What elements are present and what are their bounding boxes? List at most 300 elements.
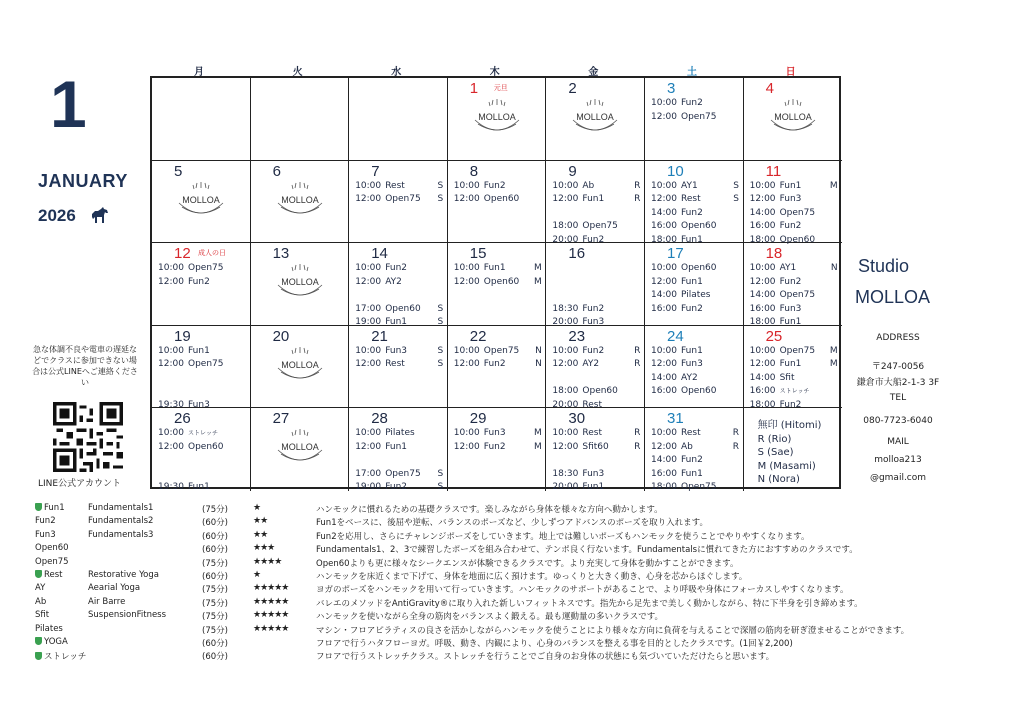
day-number: 31 (667, 410, 684, 428)
class-time: 19:00 (355, 317, 382, 328)
legend-difficulty-stars: ★★★★★ (253, 596, 289, 607)
day-cell-10[interactable] (645, 161, 744, 244)
logo-text: MOLLOA (280, 359, 319, 370)
class-time: 20:00 (552, 399, 579, 410)
logo-text: MOLLOA (773, 112, 812, 122)
class-entry[interactable] (750, 346, 838, 357)
day-number: 17 (667, 245, 684, 263)
class-entry[interactable] (355, 263, 443, 274)
class-entry[interactable] (552, 194, 640, 205)
day-number: 27 (272, 410, 290, 428)
legend-row (35, 597, 1005, 610)
class-entry[interactable] (158, 442, 246, 453)
class-time: 19:30 (158, 399, 184, 410)
class-name: Open75 (779, 345, 816, 356)
class-name: Open75 (681, 111, 717, 122)
class-entry[interactable] (454, 181, 542, 192)
class-time: 10:00 (552, 428, 579, 439)
class-entry[interactable] (158, 482, 246, 493)
class-name: Pilates (385, 428, 415, 439)
instructor-code: R (634, 194, 641, 205)
legend-duration: (60分) (202, 639, 228, 649)
day-cell-1[interactable] (448, 78, 547, 161)
day-cell-12[interactable] (152, 243, 251, 326)
class-name: Pilates (681, 290, 711, 301)
day-cell-25[interactable] (744, 326, 843, 409)
class-entry[interactable] (454, 346, 542, 357)
legend-class-code (35, 557, 69, 567)
class-name: AY1 (779, 263, 797, 274)
horse-icon (89, 205, 111, 225)
legend-code-text: Fun3 (35, 529, 56, 540)
legend-class-code (35, 530, 56, 540)
instructor-key: S (Sae) (757, 447, 794, 459)
class-entry[interactable] (651, 442, 739, 453)
class-entry[interactable] (750, 359, 838, 370)
empty-day-cell (251, 78, 350, 161)
legend-class-code (35, 543, 69, 553)
legend-duration: (60分) (202, 518, 228, 529)
class-entry[interactable] (552, 221, 640, 232)
day-number: 29 (469, 410, 487, 428)
day-number: 21 (371, 327, 388, 345)
class-name: Open60 (188, 441, 224, 452)
class-entry[interactable] (454, 263, 542, 274)
legend-duration: (60分) (202, 531, 228, 542)
postal-code: 〒247-0056 (871, 362, 925, 372)
day-number: 30 (568, 410, 586, 428)
class-time: 10:00 (552, 180, 579, 191)
day-cell-6[interactable] (251, 161, 350, 244)
instructor-key: 無印 (Hitomi) (757, 420, 822, 432)
legend-difficulty-stars: ★★★★★ (253, 583, 289, 594)
class-name: Fun2 (582, 234, 605, 245)
class-entry[interactable] (355, 428, 443, 439)
class-name: Open60 (385, 303, 421, 314)
class-time: 12:00 (355, 194, 382, 205)
day-cell-15[interactable] (448, 243, 547, 326)
logo-text: MOLLOA (280, 277, 319, 288)
class-time: 12:00 (651, 276, 677, 287)
legend-class-code (35, 570, 63, 580)
instructor-code: S (437, 194, 444, 205)
day-cell-16[interactable] (546, 243, 645, 326)
mail-user[interactable]: molloa213 (874, 455, 922, 465)
class-entry[interactable] (552, 181, 640, 192)
class-entry[interactable] (454, 277, 542, 288)
day-cell-30[interactable] (546, 408, 645, 491)
class-name: Fun1 (681, 276, 703, 287)
legend-description: ハンモックを使いながら全身の筋肉をバランスよく鍛える。最も運動量の多いクラスです。 (316, 612, 664, 623)
legend-duration: (75分) (202, 505, 228, 515)
class-time: 18:00 (749, 399, 776, 410)
day-cell-4[interactable] (744, 78, 843, 161)
day-cell-11[interactable] (744, 161, 843, 244)
class-entry[interactable] (552, 442, 640, 453)
class-name: Open60 (582, 386, 618, 397)
day-number: 15 (469, 245, 487, 263)
day-cell-7[interactable] (349, 161, 448, 244)
class-name: Ab (681, 441, 693, 452)
class-entry[interactable] (750, 386, 838, 397)
line-account-label: LINE公式アカウント (38, 479, 121, 489)
day-cell-26[interactable] (152, 408, 251, 491)
class-entry[interactable] (355, 181, 443, 192)
day-cell-2[interactable] (546, 78, 645, 161)
legend-duration: (60分) (202, 572, 228, 582)
day-cell-24[interactable] (645, 326, 744, 409)
class-time: 17:00 (355, 468, 382, 479)
class-name: Fun3 (188, 399, 210, 410)
class-name: Fun3 (385, 345, 408, 356)
class-name: ストレッチ (779, 388, 810, 396)
day-cell-31[interactable] (645, 408, 744, 491)
class-time: 12:00 (453, 359, 480, 370)
class-name: Sfit60 (582, 441, 609, 452)
class-time: 10:00 (453, 345, 480, 356)
class-entry[interactable] (158, 359, 246, 370)
instructor-code: R (732, 441, 739, 452)
class-name: Fun3 (582, 317, 605, 328)
month-number: 1 (50, 67, 87, 141)
class-time: 10:00 (355, 428, 382, 439)
class-name: Open75 (779, 207, 816, 218)
legend-description: ヨガのポーズをハンモックを用いて行っていきます。ハンモックのサポートがあることで、より呼吸や身体にフォーカスしやすくなります。 (316, 585, 849, 596)
class-name: Fun2 (483, 441, 506, 452)
class-entry[interactable] (552, 346, 640, 357)
class-time: 19:30 (158, 482, 184, 493)
instructor-code: S (733, 194, 739, 205)
legend-duration: (60分) (202, 652, 228, 663)
day-number: 14 (371, 245, 388, 263)
shield-icon (35, 503, 42, 511)
class-entry[interactable] (750, 221, 838, 232)
class-entry[interactable] (651, 112, 739, 123)
tel-number[interactable]: 080-7723-6040 (863, 416, 933, 426)
class-name: Open75 (188, 263, 224, 274)
legend-description: Fun1をベースに、後屈や逆転、バランスのポーズなど、少しずつアドバンスのポーズを取り入れます。 (316, 518, 708, 529)
class-time: 14:00 (749, 290, 776, 301)
mail-domain[interactable]: @gmail.com (869, 473, 927, 483)
class-name: Fun1 (681, 234, 703, 245)
day-number: 1 (469, 80, 479, 97)
class-name: Fun2 (385, 482, 408, 493)
class-time: 12:00 (552, 194, 579, 205)
instructor-code: S (437, 345, 444, 356)
day-number: 28 (371, 410, 388, 428)
class-entry[interactable] (355, 442, 443, 453)
day-number: 3 (667, 80, 676, 97)
class-time: 16:00 (749, 303, 776, 314)
legend-code-text: Sfit (35, 610, 50, 621)
day-cell-17[interactable] (645, 243, 744, 326)
class-time: 10:00 (355, 263, 382, 274)
class-time: 10:00 (749, 263, 776, 274)
class-name: Open75 (779, 290, 816, 301)
shield-icon (35, 570, 42, 578)
legend-difficulty-stars: ★★ (253, 516, 268, 527)
day-cell-19[interactable] (152, 326, 251, 409)
class-entry[interactable] (750, 181, 838, 192)
class-entry[interactable] (355, 469, 443, 480)
legend-description: Open60よりも更に様々なシークエンスが体験できるクラスです。より充実して身体を動かすことができます。 (316, 558, 739, 569)
class-entry[interactable] (651, 194, 739, 205)
class-name: Open75 (188, 359, 224, 370)
instructor-code: S (437, 468, 444, 479)
day-number: 20 (272, 327, 290, 345)
class-name: Fun2 (681, 98, 703, 108)
class-name: Fun2 (779, 221, 802, 232)
legend-description: フロアで行うストレッチクラス。ストレッチを行うことでご自身のお身体の状態にも気づいていただけたらと思います。 (316, 652, 775, 663)
class-name: Rest (582, 399, 602, 410)
class-time: 12:00 (749, 194, 776, 205)
class-time: 12:00 (651, 111, 677, 122)
class-name: Fun2 (681, 303, 703, 314)
class-entry[interactable] (355, 359, 443, 370)
class-name: Fun2 (779, 276, 802, 287)
weekday-header: 月 (194, 67, 204, 78)
legend-row (35, 650, 1005, 663)
class-name: AY1 (681, 180, 698, 191)
class-entry[interactable] (651, 208, 739, 219)
class-entry[interactable] (750, 304, 838, 315)
class-entry[interactable] (552, 304, 640, 315)
day-cell-27[interactable] (251, 408, 350, 491)
legend-description: フロアで行うハタフローヨガ。呼吸、動き、内観により、心身のバランスを整える事を目的としたクラスです。(1回￥2,200) (316, 639, 793, 649)
shield-icon (35, 652, 42, 660)
class-entry[interactable] (454, 194, 542, 205)
class-name: Fun2 (681, 455, 703, 466)
class-entry[interactable] (552, 469, 640, 480)
day-cell-13[interactable] (251, 243, 350, 326)
class-name: AY2 (385, 276, 402, 287)
class-name: Fun1 (582, 482, 605, 493)
legend-description: Fun2を応用し、さらにチャレンジポーズをしていきます。地上では難しいポーズもハンモックを使うことでやりやすくなります。 (316, 531, 810, 542)
class-entry[interactable] (651, 98, 739, 109)
day-cell-5[interactable] (152, 161, 251, 244)
class-name: Open60 (681, 263, 717, 274)
class-entry[interactable] (651, 359, 739, 370)
legend-class-name: Restorative Yoga (88, 570, 159, 580)
class-time: 12:00 (552, 441, 579, 452)
class-name: Open75 (483, 345, 520, 356)
day-cell-9[interactable] (546, 161, 645, 244)
class-entry[interactable] (651, 290, 739, 301)
instructor-key: N (Nora) (757, 474, 800, 486)
class-entry[interactable] (355, 346, 443, 357)
class-entry[interactable] (355, 482, 443, 493)
legend-row (35, 503, 1005, 516)
legend-difficulty-stars: ★★★ (253, 543, 275, 554)
class-name: AY2 (681, 372, 698, 383)
class-name: Open75 (582, 221, 618, 232)
instructor-key: R (Rio) (757, 433, 792, 445)
legend-duration: (75分) (202, 585, 228, 596)
class-entry[interactable] (552, 359, 640, 370)
legend-row (35, 557, 1005, 570)
class-name: Fun3 (582, 468, 605, 479)
class-entry[interactable] (651, 373, 739, 384)
class-time: 12:00 (355, 359, 382, 370)
day-cell-8[interactable] (448, 161, 547, 244)
instructor-code: N (535, 345, 542, 356)
class-entry[interactable] (552, 386, 640, 397)
legend-duration: (75分) (202, 598, 228, 609)
class-time: 10:00 (355, 180, 382, 191)
class-entry[interactable] (651, 386, 739, 397)
day-cell-3[interactable] (645, 78, 744, 161)
class-entry[interactable] (158, 277, 246, 288)
class-name: Fun2 (582, 303, 605, 314)
absence-note: 急な体調不良や電車の遅延などでクラスに参加できない場合は公式LINEへご連絡ください (32, 345, 138, 387)
day-number: 9 (568, 162, 577, 180)
day-number: 16 (568, 245, 586, 263)
class-entry[interactable] (651, 263, 739, 274)
class-name: Rest (385, 180, 405, 191)
day-number: 23 (568, 327, 586, 345)
class-entry[interactable] (750, 290, 838, 301)
day-number: 24 (667, 327, 684, 345)
day-cell-20[interactable] (251, 326, 350, 409)
class-entry[interactable] (750, 194, 838, 205)
molloa-logo (272, 344, 328, 386)
class-entry[interactable] (454, 428, 542, 439)
class-entry[interactable] (651, 455, 739, 466)
class-entry[interactable] (750, 263, 838, 274)
legend-class-code (35, 637, 68, 647)
class-name: Fun1 (681, 345, 703, 356)
instructor-code: R (732, 428, 739, 439)
day-number: 26 (174, 410, 191, 428)
legend-duration: (60分) (202, 545, 228, 556)
class-time: 18:00 (552, 221, 579, 232)
legend-row (35, 637, 1005, 650)
day-number: 19 (174, 327, 191, 345)
class-entry[interactable] (651, 277, 739, 288)
class-entry[interactable] (552, 482, 640, 493)
day-cell-29[interactable] (448, 408, 547, 491)
day-cell-28[interactable] (349, 408, 448, 491)
class-entry[interactable] (750, 208, 838, 219)
legend-duration: (75分) (202, 558, 228, 569)
class-name: Rest (385, 359, 405, 370)
day-number: 11 (765, 162, 782, 180)
class-time: 10:00 (453, 180, 480, 191)
day-cell-23[interactable] (546, 326, 645, 409)
logo-text: MOLLOA (280, 194, 319, 205)
legend-difficulty-stars: ★★★★ (253, 556, 282, 567)
class-entry[interactable] (158, 428, 246, 439)
day-number: 25 (765, 327, 783, 345)
day-number: 12 (174, 245, 191, 263)
class-time: 18:30 (552, 468, 579, 479)
molloa-logo (567, 96, 623, 138)
class-entry[interactable] (651, 346, 739, 357)
legend-code-text: AY (35, 583, 46, 594)
instructor-code: R (634, 428, 641, 439)
class-entry[interactable] (158, 263, 246, 274)
class-name: Fun3 (681, 359, 703, 370)
class-time: 14:00 (651, 207, 677, 218)
class-entry[interactable] (651, 181, 739, 192)
legend-class-name: Fundamentals1 (88, 503, 154, 513)
class-time: 12:00 (749, 359, 776, 370)
legend-code-text: Open60 (35, 543, 69, 554)
weekday-header: 火 (292, 67, 303, 78)
legend-class-code (35, 503, 65, 513)
class-entry[interactable] (750, 373, 838, 384)
instructor-code: S (437, 303, 444, 314)
address: 鎌倉市大船2-1-3 3F (856, 378, 940, 388)
legend-class-code (35, 597, 46, 607)
line-qr-code[interactable] (53, 402, 123, 472)
weekday-header: 金 (588, 67, 599, 78)
class-name: Fun1 (483, 263, 506, 274)
class-entry[interactable] (651, 304, 739, 315)
day-cell-21[interactable] (349, 326, 448, 409)
class-name: Fun1 (681, 468, 703, 479)
class-time: 12:00 (453, 441, 480, 452)
class-entry[interactable] (651, 221, 739, 232)
legend-difficulty-stars: ★ (253, 503, 261, 513)
day-cell-14[interactable] (349, 243, 448, 326)
class-entry[interactable] (552, 428, 640, 439)
class-time: 12:00 (453, 276, 480, 287)
legend-description: バレエのメソッドをAntiGravity®に取り入れた新しいフィットネスです。指先から足先まで美しく動かしながら、特に下半身を引き締めます。 (316, 598, 863, 609)
class-entry[interactable] (355, 277, 443, 288)
legend-description: マシン・フロアピラティスの良さを活かしながらハンモックを使うことにより様々な方向に負荷を与えることで深層の筋肉を研ぎ澄ませることができます。 (316, 625, 910, 636)
class-name: Fun1 (582, 194, 605, 205)
legend-class-name: SuspensionFitness (88, 610, 167, 621)
legend-duration: (75分) (202, 612, 228, 623)
legend-class-code (35, 583, 45, 593)
class-entry[interactable] (651, 469, 739, 480)
instructor-code: M (534, 441, 542, 452)
class-entry[interactable] (355, 304, 443, 315)
legend-code-text: Fun2 (35, 516, 56, 527)
class-entry[interactable] (651, 428, 739, 439)
class-entry[interactable] (651, 482, 739, 493)
class-time: 18:00 (651, 482, 677, 493)
class-time: 12:00 (651, 194, 677, 205)
legend-class-name: Fundamentals2 (88, 516, 154, 527)
class-name: Open60 (779, 234, 816, 245)
class-time: 10:00 (749, 345, 776, 356)
class-entry[interactable] (454, 442, 542, 453)
molloa-logo (469, 96, 525, 138)
molloa-logo (272, 426, 328, 468)
legend-code-text: ストレッチ (44, 652, 87, 663)
legend-class-code (35, 624, 63, 634)
instructor-code: S (733, 180, 739, 191)
class-entry[interactable] (355, 194, 443, 205)
day-cell-22[interactable] (448, 326, 547, 409)
molloa-logo (272, 261, 328, 303)
day-number: 2 (568, 80, 577, 97)
class-time: 16:00 (749, 386, 776, 397)
class-time: 12:00 (552, 359, 579, 370)
legend-difficulty-stars: ★ (253, 570, 261, 580)
class-time: 12:00 (453, 194, 480, 205)
day-cell-18[interactable] (744, 243, 843, 326)
class-entry[interactable] (158, 346, 246, 357)
legend-class-code (35, 610, 49, 620)
class-time: 10:00 (749, 180, 776, 191)
class-time: 14:00 (749, 207, 776, 218)
instructor-code: M (534, 276, 542, 287)
class-entry[interactable] (750, 277, 838, 288)
class-entry[interactable] (454, 359, 542, 370)
